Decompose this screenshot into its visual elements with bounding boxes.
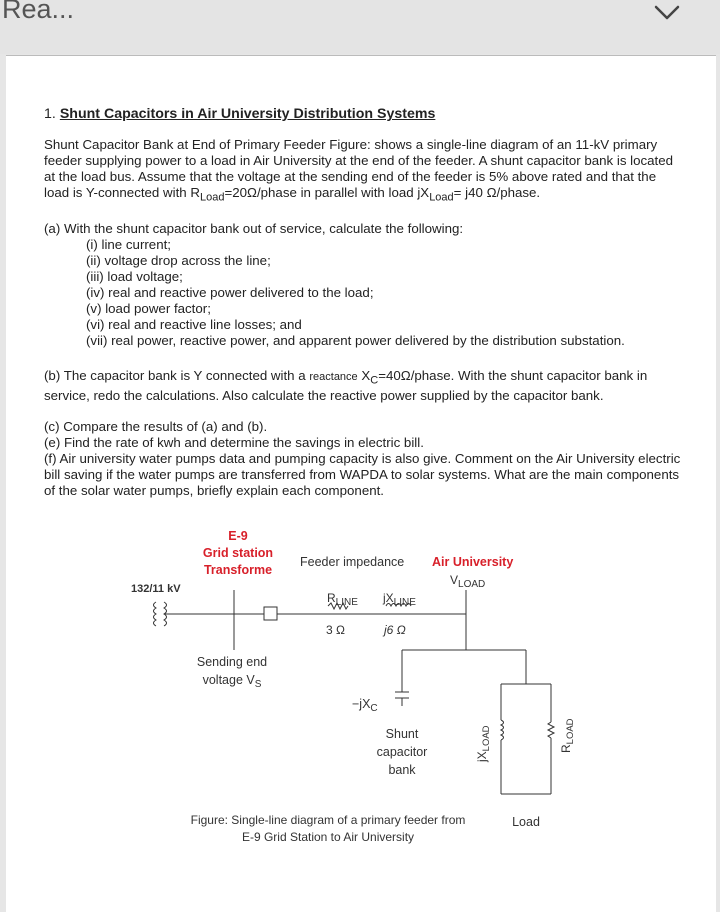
sending-end-label-1: Sending end (196, 655, 268, 669)
figure-caption-2: E-9 Grid Station to Air University (241, 830, 415, 844)
transformer-rating: 132/11 kV (131, 583, 181, 595)
r-line-label: $R_{LINE}$ (327, 591, 358, 608)
xc-label: $-jX_C$ (352, 697, 378, 714)
station-label-1: E-9 (228, 529, 248, 543)
part-a-list (44, 237, 684, 349)
part-a-item: (v) load power factor; (86, 300, 211, 316)
shunt-label-2: capacitor (376, 745, 428, 759)
shunt-label-1: Shunt (385, 727, 419, 741)
part-a-item: (iii) load voltage; (86, 268, 183, 284)
part-b-small: reactance (309, 370, 358, 383)
transformer-primary-winding (154, 602, 157, 626)
breaker-icon (264, 607, 277, 620)
intro-sub2: Load (429, 191, 454, 204)
shunt-label-3: bank (388, 763, 416, 777)
question-number: 1. (44, 106, 56, 122)
part-e: (e) Find the rate of kwh and determine the savings in electric bill. (44, 435, 424, 451)
intro-text-a: Shunt Capacitor Bank at End of Primary Feeder Figure: shows a single-line diagram of an 11-kV primary feeder supplying power to a load in Air University at the end of the feeder. A shunt capacitor bank is located at the load bus. Assume that the voltage at the sending end of the feeder is 5% above rated and that the load is Y-connected with R (44, 137, 674, 200)
part-f: (f) Air university water pumps data and pumping capacity is also give. Comment on the Air University electric bill saving if the water pumps are transferred from WAPDA to solar systems. What are the main components of the solar water pumps, briefly explain each component. (44, 451, 681, 499)
figure-caption-1: Figure: Single-line diagram of a primary feeder from (190, 813, 466, 827)
intro-text-c: = j40 Ω/phase. (453, 185, 541, 200)
r-load-resistor-icon (548, 722, 554, 738)
part-b-text-c: =40Ω/phase. With the shunt capacitor bank in service, redo the calculations. Also calculate the reactive power supplied by the capacitor bank. (44, 367, 648, 404)
r-load-label: $R_{LOAD}$ (559, 718, 576, 753)
load-label: Load (512, 815, 540, 829)
x-load-label: $jX_{LOAD}$ (475, 725, 492, 762)
part-c: (c) Compare the results of (a) and (b). (44, 419, 268, 435)
x-line-label: $jX_{LINE}$ (383, 591, 416, 608)
question-body (44, 106, 684, 499)
intro-paragraph (44, 137, 684, 206)
x-line-value: j6 Ω (384, 623, 406, 637)
part-b-sub: C (370, 374, 379, 387)
part-a-item: (vii) real power, reactive power, and apparent power delivered by the distribution substation. (86, 332, 625, 348)
intro-sub1: Load (199, 191, 225, 204)
question-title: Shunt Capacitors in Air University Distribution Systems (59, 106, 436, 122)
part-b-text-b: X (357, 367, 371, 383)
document-title: Rea... (2, 0, 75, 24)
station-label-2: Grid station (202, 546, 274, 560)
part-a-item: (iv) real and reactive power delivered to the load; (86, 284, 374, 300)
part-b (44, 368, 684, 405)
r-line-value: 3 Ω (326, 623, 345, 637)
part-a-item: (i) line current; (86, 236, 171, 252)
part-a-item: (vi) real and reactive line losses; and (86, 316, 302, 332)
feeder-impedance-label: Feeder impedance (300, 555, 405, 569)
intro-text-b: =20Ω/phase in parallel with load jX (224, 185, 430, 200)
part-b-text-a: (b) The capacitor bank is Y connected with a (44, 367, 310, 383)
air-university-label: Air University (432, 555, 514, 569)
part-a-intro: (a) With the shunt capacitor bank out of service, calculate the following: (44, 220, 464, 236)
sending-end-label-2: voltage $V_S$ (202, 673, 262, 690)
document-page (6, 55, 716, 912)
x-load-inductor-icon (501, 720, 504, 740)
part-a-item: (ii) voltage drop across the line; (86, 252, 271, 268)
question-heading (44, 106, 684, 122)
station-label-3: Transforme (203, 563, 273, 577)
single-line-diagram (6, 526, 716, 886)
chevron-down-icon[interactable] (654, 5, 680, 21)
v-load-label: $V_{LOAD}$ (450, 573, 486, 590)
top-bar (0, 0, 720, 54)
